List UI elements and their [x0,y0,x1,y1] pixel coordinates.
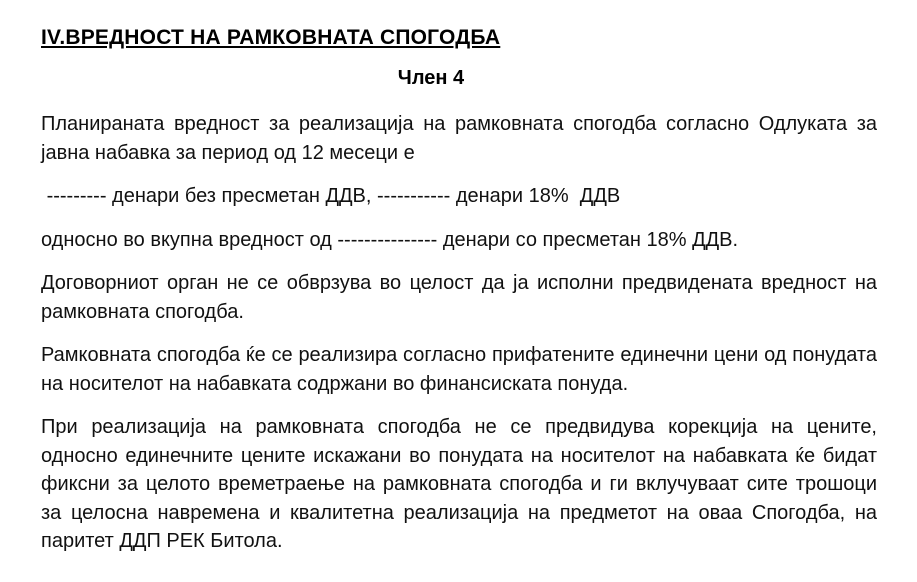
paragraph-total-value: односно во вкупна вредност од --------------- денари со пресметан 18% ДДВ. [41,228,739,251]
paragraph-no-obligation: Договорниот орган не се обврзува во целост да ја исполни предвидената вредност на рамковната спогодба. [41,272,877,323]
paragraph-unit-prices: Рамковната спогодба ќе се реализира согласно прифатените единечни цени од понудата на носителот на набавката содржани во финансиската понуда. [41,344,877,395]
paragraph-fixed-prices: При реализација на рамковната спогодба не се предвидува корекција на цените, односно единечните цените искажани во понудата на носителот на набавката ќе бидат фиксни за целото времетраење на рамковната спогодба и ги вклучуваат сите трошоци за целосна навремена и квалитетна реализација на предметот на оваа Спогодба, на паритет ДДП РЕК Битола. [41,416,877,552]
article-heading: Член 4 [397,67,465,89]
section-title: IV.ВРЕДНОСТ НА РАМКОВНАТА СПОГОДБА [41,26,501,49]
paragraph-planned-value: Планираната вредност за реализација на рамковната спогодба согласно Одлуката за јавна набавка за период од 12 месеци е [41,113,877,164]
paragraph-amount-placeholders: --------- денари без пресметан ДДВ, ----------- денари 18% ДДВ [41,185,621,207]
